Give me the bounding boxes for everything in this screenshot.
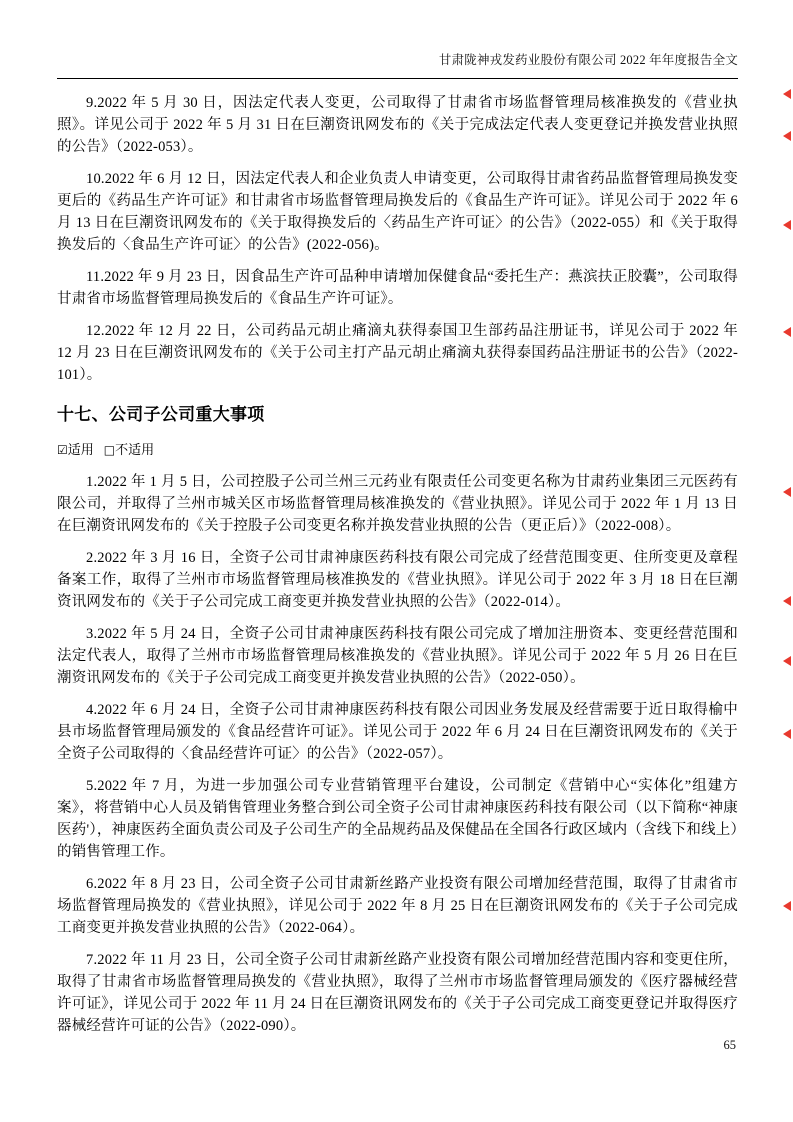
subsidiary-item-6: 6.2022 年 8 月 23 日，公司全资子公司甘肃新丝路产业投资有限公司增加经营范围，取得了甘肃省市场监督管理局换发的《营业执照》，详见公司于 2022 年 8 月 25 日在巨潮资讯网发布的《关于子公司完成工商变更并换发营业执照的公告》（2022-064）。 (57, 876, 738, 936)
revision-marker-icon (783, 901, 791, 911)
revision-marker-icon (783, 89, 791, 99)
subsidiary-item-7: 7.2022 年 11 月 23 日，公司全资子公司甘肃新丝路产业投资有限公司增加经营范围内容和变更住所，取得了甘肃省市场监督管理局换发的《营业执照》，取得了兰州市市场监督管理局颁发的《医疗器械经营许可证》，详见公司于 2022 年 11 月 24 日在巨潮资讯网发布的《关于子公司完成工商变更登记并取得医疗器械经营许可证的公告》（2022-090）。 (57, 952, 738, 1034)
subsidiary-item-2: 2.2022 年 3 月 16 日，全资子公司甘肃神康医药科技有限公司完成了经营范围变更、住所变更及章程备案工作，取得了兰州市市场监督管理局核准换发的《营业执照》。详见公司于 2022 年 3 月 18 日在巨潮资讯网发布的《关于子公司完成工商变更并换发营业执照的公告》（2022-014）。 (57, 550, 738, 610)
paragraph-item-9: 9.2022 年 5 月 30 日，因法定代表人变更，公司取得了甘肃省市场监督管理局核准换发的《营业执照》。详见公司于 2022 年 5 月 31 日在巨潮资讯网发布的《关于完成法定代表人变更登记并换发营业执照的公告》（2022-053）。 (57, 95, 738, 155)
header-divider (57, 78, 738, 79)
paragraph-item-11: 11.2022 年 9 月 23 日，因食品生产许可品种申请增加保健食品“委托生产：燕滨扶正胶囊”，公司取得甘肃省市场监督管理局换发后的《食品生产许可证》。 (57, 269, 738, 307)
revision-marker-icon (783, 220, 791, 230)
subsidiary-item-5: 5.2022 年 7 月，为进一步加强公司专业营销管理平台建设，公司制定《营销中心“实体化”组建方案》，将营销中心人员及销售管理业务整合到公司全资子公司甘肃神康医药科技有限公司（以下简称“神康医药'），神康医药全面负责公司及子公司生产的全品规药品及保健品在全国各行政区域内（含线下和线上）的销售管理工作。 (57, 778, 738, 860)
page-content (57, 52, 738, 1047)
revision-marker-icon (783, 487, 791, 497)
revision-marker-icon (783, 596, 791, 606)
applicable-option (57, 442, 94, 457)
revision-marker-icon (783, 327, 791, 337)
checked-checkbox-icon: ☑ (57, 443, 68, 457)
section-heading-17: 十七、公司子公司重大事项 (57, 405, 265, 424)
applicability-row (57, 442, 738, 458)
paragraph-item-10: 10.2022 年 6 月 12 日，因法定代表人和企业负责人申请变更，公司取得甘肃省药品监督管理局换发变更后的《药品生产许可证》和甘肃省市场监督管理局换发后的《食品生产许可证》。详见公司于 2022 年 6 月 13 日在巨潮资讯网发布的《关于取得换发后的〈药品生产许可证〉的公告》（2022-055）和《关于取得换发后的〈食品生产许可证〉的公告》(2022-056)。 (57, 171, 738, 253)
revision-marker-icon (783, 656, 791, 666)
page-number: 65 (723, 1038, 736, 1052)
paragraph-item-12: 12.2022 年 12 月 22 日，公司药品元胡止痛滴丸获得泰国卫生部药品注册证书，详见公司于 2022 年 12 月 23 日在巨潮资讯网发布的《关于公司主打产品元胡止痛滴丸获得泰国药品注册证书的公告》（2022-101）。 (57, 323, 738, 383)
running-header: 甘肃陇神戎发药业股份有限公司 2022 年年度报告全文 (438, 53, 738, 67)
revision-marker-icon (783, 729, 791, 739)
applicable-label: 适用 (67, 442, 94, 457)
revision-marker-icon (783, 131, 791, 141)
not-applicable-option (104, 442, 154, 457)
subsidiary-item-3: 3.2022 年 5 月 24 日，全资子公司甘肃神康医药科技有限公司完成了增加注册资本、变更经营范围和法定代表人，取得了兰州市市场监督管理局核准换发的《营业执照》。详见公司于 2022 年 5 月 26 日在巨潮资讯网发布的《关于子公司完成工商变更并换发营业执照的公告》（2022-050）。 (57, 626, 738, 686)
unchecked-checkbox-icon: □ (103, 443, 116, 457)
subsidiary-item-1: 1.2022 年 1 月 5 日，公司控股子公司兰州三元药业有限责任公司变更名称为甘肃药业集团三元医药有限公司，并取得了兰州市城关区市场监督管理局核准换发的《营业执照》。详见公司于 2022 年 1 月 13 日在巨潮资讯网发布的《关于控股子公司变更名称并换发营业执照的公告（更正后）》（2022-008）。 (57, 474, 738, 534)
subsidiary-item-4: 4.2022 年 6 月 24 日，全资子公司甘肃神康医药科技有限公司因业务发展及经营需要于近日取得榆中县市场监督管理局颁发的《食品经营许可证》。详见公司于 2022 年 6 月 24 日在巨潮资讯网发布的《关于全资子公司取得的〈食品经营许可证〉的公告》（2022-057）。 (57, 702, 738, 762)
not-applicable-label: 不适用 (115, 442, 155, 457)
